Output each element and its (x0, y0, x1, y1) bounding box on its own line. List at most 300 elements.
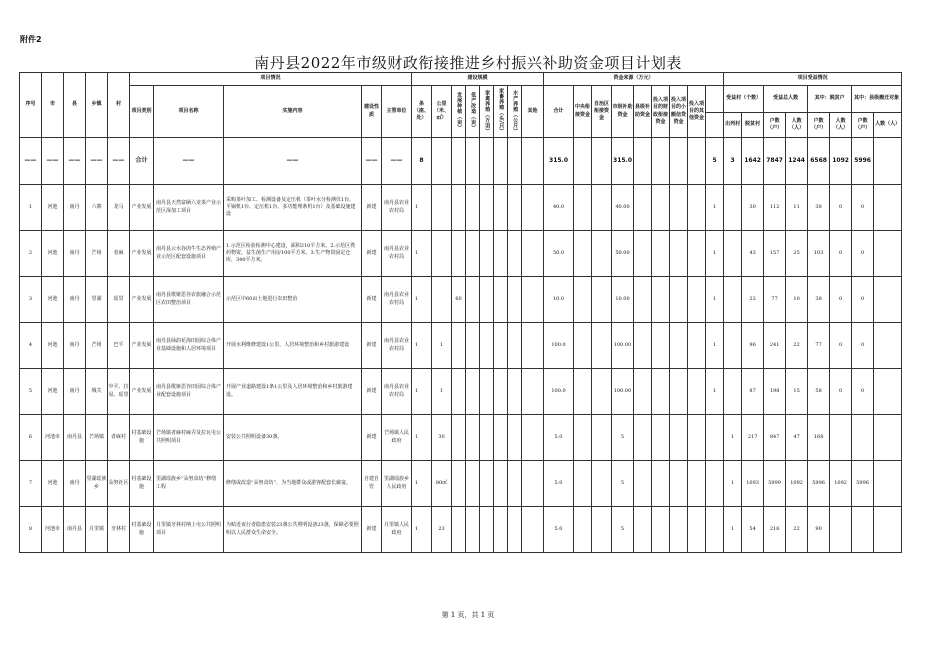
cell-h: 30 (742, 185, 764, 231)
cell-region (592, 507, 612, 553)
cell-p: 77 (764, 277, 786, 323)
cell-central (574, 277, 592, 323)
cell-ot (874, 507, 902, 553)
cell-i3 (688, 231, 706, 277)
cell-develop (452, 369, 466, 415)
cell-content: 修缮或改造“朵努食坊”，为当地群众或游客配套长廊宴。 (224, 461, 362, 507)
total-dash: —— (362, 138, 382, 185)
cell-total: 10.0 (544, 277, 574, 323)
cell-i2 (670, 415, 688, 461)
cell-category: 产业发展 (130, 369, 154, 415)
cell-central (574, 415, 592, 461)
cell-central (574, 231, 592, 277)
cell-aquatic (508, 277, 522, 323)
cell-central (574, 461, 592, 507)
header-village: 村 (108, 73, 130, 138)
cell-content: 采购茶叶加工、检测设备及定压机（茶叶水分检测仪1台、平锅机1台、定压机1台、多功能理条机1台）及基础设施建设 (224, 185, 362, 231)
header-unit: 主管单位 (382, 86, 412, 138)
cell-rh: 0 (830, 185, 852, 231)
cell-content: 开展产业道路建设1条1公里及人居环境整治和乡村旅游建设。 (224, 369, 362, 415)
cell-village: 牙林村 (108, 507, 130, 553)
cell-content: 示范区中60亩土地进行农田整治 (224, 277, 362, 323)
cell-i1 (652, 415, 670, 461)
cell-count: 1 (412, 277, 432, 323)
page-footer: 第 1 页，共 1 页 (441, 611, 495, 619)
cell-nature: 新建 (362, 415, 382, 461)
cell-region (592, 323, 612, 369)
cell-municipal: 100.00 (612, 369, 634, 415)
header-count: 条（座、处） (412, 86, 432, 138)
cell-town: 里湖 (86, 277, 108, 323)
cell-county-fund (634, 415, 652, 461)
cell-county-fund (634, 277, 652, 323)
cell-nature: 新建 (362, 277, 382, 323)
header-poor-households: 户数（户） (808, 113, 830, 138)
cell-category: 产业发展 (130, 323, 154, 369)
cell-other (522, 369, 544, 415)
cell-i3 (688, 277, 706, 323)
cell-develop (452, 323, 466, 369)
cell-town: 芒场 (86, 323, 108, 369)
cell-lowyield (466, 369, 480, 415)
group-funding: 资金来源（万元） (544, 73, 724, 86)
header-town: 乡镇 (86, 73, 108, 138)
cell-ph: 11 (786, 185, 808, 231)
cell-unit: 月里镇人民政府 (382, 507, 412, 553)
cell-h: 217 (742, 415, 764, 461)
cell-county: 南丹 (64, 461, 86, 507)
header-central: 中央衔接资金 (574, 86, 592, 138)
total-row (20, 138, 902, 185)
cell-total: 5.0 (544, 415, 574, 461)
header-other: 其他 (522, 86, 544, 138)
total-dash: —— (224, 138, 362, 185)
cell-pp: 38 (808, 277, 830, 323)
total-dash: —— (382, 138, 412, 185)
cell-pp: 90 (808, 507, 830, 553)
cell-region (592, 461, 612, 507)
header-benefit-count: 受益村（个数） (724, 86, 764, 113)
header-poor-people: 人数（人） (830, 113, 852, 138)
cell-town: 芒场镇 (86, 415, 108, 461)
header-relocated: 其中：县级搬迁对象 (852, 86, 902, 113)
cell-village: 巴平 (108, 323, 130, 369)
cell-aquatic (508, 231, 522, 277)
header-poor: 其中：脱贫户 (808, 86, 852, 113)
cell-town: 里湖瑶族乡 (86, 461, 108, 507)
total-poor-people: 6568 (808, 138, 830, 185)
cell-v1: 1 (706, 323, 724, 369)
cell-county-fund (634, 507, 652, 553)
cell-nature: 新建 (362, 369, 382, 415)
cell-pp: 58 (808, 369, 830, 415)
cell-village: 中平、拉易、瑶里 (108, 369, 130, 415)
table-row (20, 185, 902, 231)
cell-road: 30 (432, 415, 452, 461)
cell-poultry (480, 415, 494, 461)
cell-county: 南丹 (64, 277, 86, 323)
cell-content: 1.示范区检验检测中心建设，面积210平方米。2.示范区粪药物资、益生菌生产用房100平方米。3.生产物资固定仓库，340平方米。 (224, 231, 362, 277)
cell-municipal: 5 (612, 461, 634, 507)
cell-city: 河池 (42, 277, 64, 323)
cell-p: 216 (764, 507, 786, 553)
cell-region (592, 277, 612, 323)
cell-road (432, 277, 452, 323)
cell-road (432, 231, 452, 277)
cell-develop (452, 415, 466, 461)
group-construction: 建设规模 (412, 73, 544, 86)
cell-county: 南丹 (64, 323, 86, 369)
cell-i3 (688, 461, 706, 507)
cell-lowyield (466, 507, 480, 553)
project-plan-table (19, 72, 902, 553)
cell-v2: 1 (724, 461, 742, 507)
cell-rp (852, 415, 874, 461)
cell-municipal: 10.00 (612, 277, 634, 323)
total-amount: 315.0 (544, 138, 574, 185)
total-relocated-households: 1092 (830, 138, 852, 185)
cell-name: 月里镇牙林村纳上屯公共照明项目 (154, 507, 224, 553)
cell-nature: 新建 (362, 185, 382, 231)
table-row (20, 231, 902, 277)
cell-city: 河池 (42, 323, 64, 369)
header-municipal: 市级补助资金 (612, 86, 634, 138)
cell-category: 产业发展 (130, 185, 154, 231)
cell-i1 (652, 185, 670, 231)
table-row (20, 369, 902, 415)
cell-rp: 0 (852, 185, 874, 231)
table-row (20, 507, 902, 553)
cell-city: 河池 (42, 461, 64, 507)
cell-ph: 10 (786, 277, 808, 323)
cell-i2 (670, 507, 688, 553)
cell-aquatic (508, 507, 522, 553)
header-city: 市 (42, 73, 64, 138)
cell-i3 (688, 415, 706, 461)
cell-rh: 0 (830, 369, 852, 415)
cell-category: 村基础设施 (130, 415, 154, 461)
cell-ot (874, 415, 902, 461)
cell-category: 产业发展 (130, 231, 154, 277)
cell-road: 80㎡ (432, 461, 452, 507)
cell-rp (852, 507, 874, 553)
total-households: 1642 (742, 138, 764, 185)
cell-total: 100.0 (544, 369, 574, 415)
cell-i2 (670, 231, 688, 277)
total-dash: —— (20, 138, 42, 185)
cell-county: 南丹 (64, 185, 86, 231)
cell-rh: 1092 (830, 461, 852, 507)
cell-count: 1 (412, 323, 432, 369)
cell-lowyield (466, 323, 480, 369)
total-out-village: 5 (706, 138, 724, 185)
cell-category: 村基础设施 (130, 507, 154, 553)
cell-count: 1 (412, 231, 432, 277)
cell-seq: 6 (20, 415, 42, 461)
cell-i2 (670, 369, 688, 415)
cell-nature: 新建 (362, 507, 382, 553)
cell-i1 (652, 461, 670, 507)
header-households: 户数（户） (764, 113, 786, 138)
total-count: 8 (412, 138, 432, 185)
cell-rh: 0 (830, 323, 852, 369)
header-county-fund: 县级补助资金 (634, 86, 652, 138)
cell-i2 (670, 323, 688, 369)
cell-seq: 3 (20, 277, 42, 323)
cell-county-fund (634, 323, 652, 369)
cell-p: 157 (764, 231, 786, 277)
cell-central (574, 323, 592, 369)
cell-total: 40.0 (544, 185, 574, 231)
cell-aquatic (508, 415, 522, 461)
cell-region (592, 185, 612, 231)
cell-seq: 5 (20, 369, 42, 415)
cell-city: 河池 (42, 231, 64, 277)
cell-ph: 47 (786, 415, 808, 461)
cell-v2: 1 (724, 415, 742, 461)
cell-pp: 168 (808, 415, 830, 461)
cell-i3 (688, 323, 706, 369)
cell-ot (874, 185, 902, 231)
cell-i3 (688, 185, 706, 231)
cell-v1 (706, 507, 724, 553)
total-poor-village: 3 (724, 138, 742, 185)
cell-h: 96 (742, 323, 764, 369)
cell-livestock (494, 185, 508, 231)
cell-town: 六寨 (86, 185, 108, 231)
header-relocated-people: 人数（人） (874, 113, 902, 138)
header-county: 县 (64, 73, 86, 138)
cell-rp: 0 (852, 323, 874, 369)
cell-pp: 5996 (808, 461, 830, 507)
cell-livestock (494, 507, 508, 553)
cell-municipal: 40.00 (612, 185, 634, 231)
header-poultry: 家禽养殖（万羽） (480, 86, 494, 138)
header-funding-spacer (706, 86, 724, 113)
cell-v2 (724, 369, 742, 415)
cell-town: 月里镇 (86, 507, 108, 553)
cell-name: 南丹县歌娅思谷农旅融合示范区农田整治项目 (154, 277, 224, 323)
header-invest2: 投入项目的小额信贷资金 (670, 86, 688, 138)
header-out-village: 出列村 (724, 113, 742, 138)
cell-develop: 60 (452, 277, 466, 323)
cell-livestock (494, 369, 508, 415)
cell-ot (874, 323, 902, 369)
total-people: 7847 (764, 138, 786, 185)
total-dash: —— (64, 138, 86, 185)
cell-name: 南丹县天然富硒六龙茶产业示范区深加工项目 (154, 185, 224, 231)
cell-category: 村基础设施 (130, 461, 154, 507)
cell-other (522, 507, 544, 553)
cell-unit: 里湖瑶族乡人民政府 (382, 461, 412, 507)
cell-v2 (724, 185, 742, 231)
cell-municipal: 5 (612, 507, 634, 553)
cell-p: 241 (764, 323, 786, 369)
cell-other (522, 231, 544, 277)
cell-road: 1 (432, 323, 452, 369)
group-benefit: 项目受益情况 (724, 73, 902, 86)
cell-count: 1 (412, 185, 432, 231)
cell-i1 (652, 507, 670, 553)
cell-livestock (494, 461, 508, 507)
cell-v1: 1 (706, 277, 724, 323)
cell-road (432, 185, 452, 231)
cell-county: 南丹 (64, 231, 86, 277)
cell-count: 1 (412, 507, 432, 553)
cell-rp: 0 (852, 231, 874, 277)
cell-village: 龙马 (108, 185, 130, 231)
header-lowyield: 低产改造（亩） (466, 86, 480, 138)
cell-i2 (670, 277, 688, 323)
cell-village: 者麻 (108, 231, 130, 277)
cell-aquatic (508, 369, 522, 415)
cell-content: 开展水利维修建设1公里、人居环境整治和乡村旅游建设 (224, 323, 362, 369)
header-road: 公里（米、㎡） (432, 86, 452, 138)
cell-h: 87 (742, 369, 764, 415)
cell-lowyield (466, 185, 480, 231)
cell-h: 54 (742, 507, 764, 553)
cell-village: 朵努社区 (108, 461, 130, 507)
cell-h: 1093 (742, 461, 764, 507)
header-content: 实施内容 (224, 86, 362, 138)
cell-road: 23 (432, 507, 452, 553)
cell-poultry (480, 507, 494, 553)
table-row (20, 461, 902, 507)
attachment-label: 附件2 (20, 35, 42, 44)
cell-total: 5.0 (544, 461, 574, 507)
cell-nature: 新建 (362, 231, 382, 277)
header-people: 人数（人） (786, 113, 808, 138)
cell-unit: 南丹县农业农村局 (382, 369, 412, 415)
cell-other (522, 461, 544, 507)
cell-develop (452, 231, 466, 277)
cell-aquatic (508, 461, 522, 507)
cell-h: 43 (742, 231, 764, 277)
header-nature: 建设性质 (362, 86, 382, 138)
cell-v1: 1 (706, 185, 724, 231)
cell-ph: 25 (786, 231, 808, 277)
cell-p: 5999 (764, 461, 786, 507)
cell-seq: 2 (20, 231, 42, 277)
cell-rh (830, 415, 852, 461)
cell-region (592, 231, 612, 277)
cell-county: 南丹县 (64, 507, 86, 553)
cell-nature: 新建 (362, 323, 382, 369)
page-title: 南丹县2022年市级财政衔接推进乡村振兴补助资金项目计划表 (254, 54, 682, 72)
cell-total: 50.0 (544, 231, 574, 277)
cell-central (574, 185, 592, 231)
cell-i1 (652, 369, 670, 415)
cell-other (522, 323, 544, 369)
cell-i1 (652, 231, 670, 277)
cell-ph: 22 (786, 323, 808, 369)
header-poor-village: 脱贫村 (742, 113, 764, 138)
cell-city: 河池市 (42, 415, 64, 461)
cell-seq: 4 (20, 323, 42, 369)
cell-county-fund (634, 369, 652, 415)
cell-pp: 103 (808, 231, 830, 277)
cell-pp: 38 (808, 185, 830, 231)
cell-city: 河池 (42, 369, 64, 415)
cell-content: 为贴近夜行者隐患安装23盏公共照明设备23盏，保障必要照明以人民群众生命安全。 (224, 507, 362, 553)
total-dash: —— (42, 138, 64, 185)
cell-count: 1 (412, 369, 432, 415)
cell-county-fund (634, 185, 652, 231)
cell-develop (452, 461, 466, 507)
cell-develop (452, 507, 466, 553)
total-municipal: 315.0 (612, 138, 634, 185)
cell-develop (452, 185, 466, 231)
cell-ph: 22 (786, 507, 808, 553)
cell-city: 河池 (42, 185, 64, 231)
cell-village: 者麻村 (108, 415, 130, 461)
header-region: 自治区衔接资金 (592, 86, 612, 138)
cell-livestock (494, 231, 508, 277)
cell-livestock (494, 277, 508, 323)
table-row (20, 323, 902, 369)
cell-lowyield (466, 461, 480, 507)
cell-poultry (480, 185, 494, 231)
cell-lowyield (466, 231, 480, 277)
total-dash: —— (108, 138, 130, 185)
cell-name: 南丹县歌娅思谷田园综合体产业配套设施项目 (154, 369, 224, 415)
cell-central (574, 507, 592, 553)
cell-v1: 1 (706, 369, 724, 415)
cell-livestock (494, 415, 508, 461)
cell-unit: 南丹县农业农村局 (382, 231, 412, 277)
cell-ot (874, 277, 902, 323)
cell-v1: 1 (706, 231, 724, 277)
cell-seq: 7 (20, 461, 42, 507)
header-funding-spacer-2 (706, 113, 724, 138)
cell-v1 (706, 415, 724, 461)
cell-village: 瑶里 (108, 277, 130, 323)
total-dash: —— (154, 138, 224, 185)
cell-seq: 8 (20, 507, 42, 553)
header-seq: 序号 (20, 73, 42, 138)
cell-i2 (670, 185, 688, 231)
cell-county: 南丹 (64, 369, 86, 415)
cell-poultry (480, 277, 494, 323)
cell-rp: 5996 (852, 461, 874, 507)
cell-ot (874, 231, 902, 277)
cell-county: 南丹县 (64, 415, 86, 461)
cell-unit: 南丹县农业农村局 (382, 323, 412, 369)
cell-v2 (724, 323, 742, 369)
header-total: 合计 (544, 86, 574, 138)
cell-lowyield (466, 415, 480, 461)
cell-rp: 0 (852, 277, 874, 323)
cell-ot (874, 461, 902, 507)
header-invest3: 投入项目的其他资金 (688, 86, 706, 138)
group-project-info: 项目情况 (130, 73, 412, 86)
cell-other (522, 277, 544, 323)
total-dash: —— (86, 138, 108, 185)
cell-municipal: 50.00 (612, 231, 634, 277)
cell-town: 城关 (86, 369, 108, 415)
cell-livestock (494, 323, 508, 369)
cell-i3 (688, 507, 706, 553)
cell-county-fund (634, 461, 652, 507)
cell-total: 100.0 (544, 323, 574, 369)
cell-county-fund (634, 231, 652, 277)
cell-other (522, 415, 544, 461)
cell-v2 (724, 231, 742, 277)
header-name: 项目名称 (154, 86, 224, 138)
cell-pp: 77 (808, 323, 830, 369)
header-relocated-households: 户数（户） (852, 113, 874, 138)
cell-rh: 0 (830, 231, 852, 277)
